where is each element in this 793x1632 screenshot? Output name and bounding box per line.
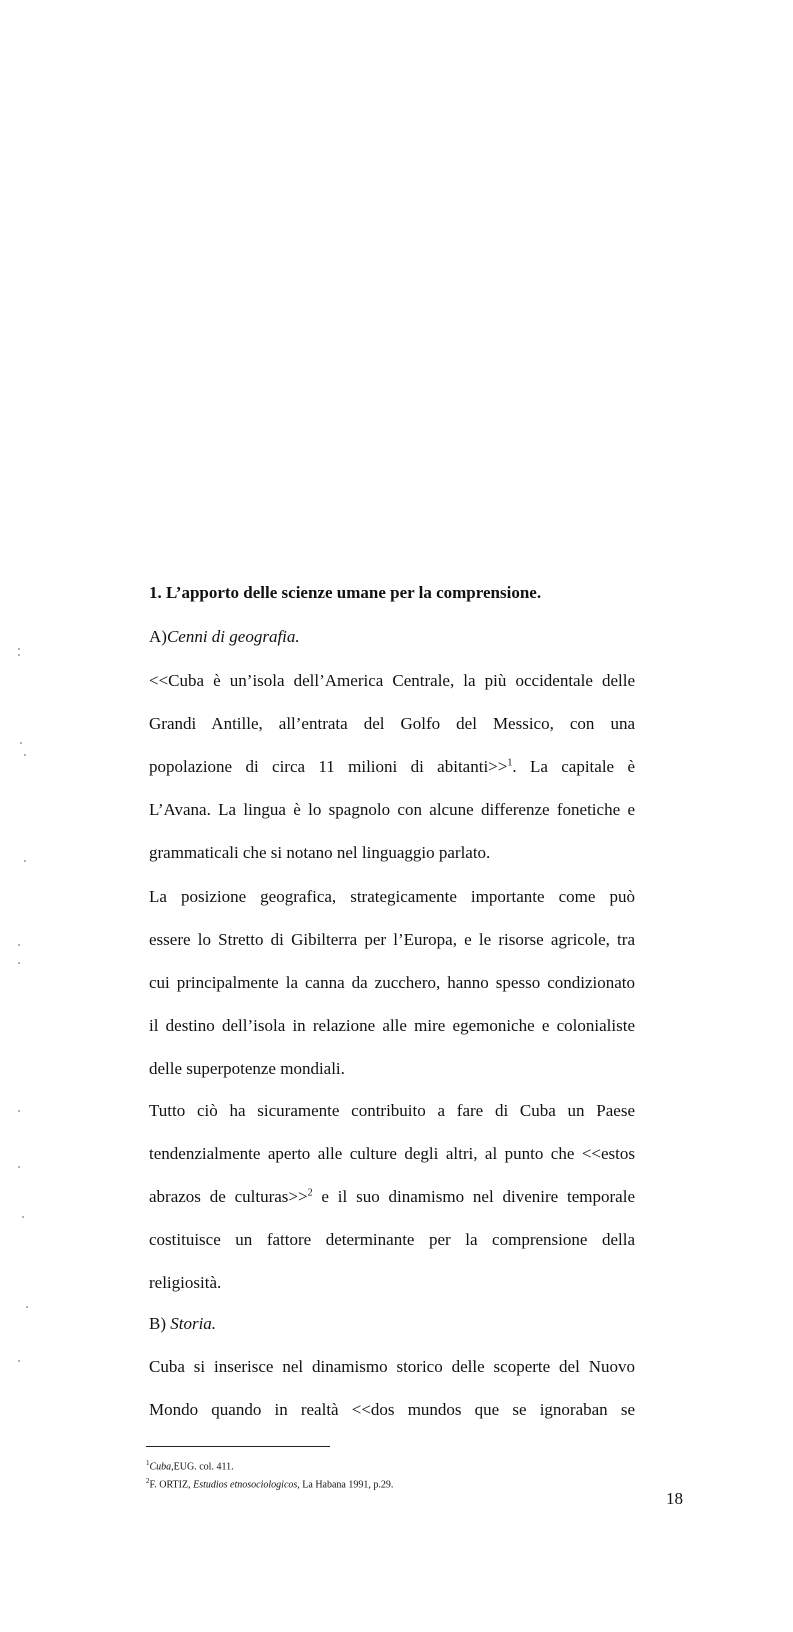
subsection-b-prefix: B) (149, 1314, 171, 1333)
scan-speck (18, 1360, 20, 1362)
scan-speck (18, 1110, 20, 1112)
paragraph-line: La posizione geografica, strategicamente importante come può (149, 887, 635, 906)
paragraph-line: Mondo quando in realtà <<dos mundos que se ignoraban se (149, 1400, 635, 1419)
paragraph-line: il destino dell’isola in relazione alle mire egemoniche e colonialiste (149, 1016, 635, 1035)
scan-speck (24, 860, 26, 862)
paragraph-geography-culture (149, 1089, 635, 1304)
paragraph-line: delle superpotenze mondiali. (149, 1059, 345, 1078)
footnote-author: F. ORTIZ, (149, 1479, 194, 1491)
footnote-italic: Estudios etnosociologicos, (193, 1479, 300, 1491)
footnote-1 (146, 1456, 646, 1474)
footnote-ref-1: 1 (507, 757, 513, 769)
paragraph-line: essere lo Stretto di Gibilterra per l’Europa, e le risorse agricole, tra (149, 930, 635, 949)
scan-speck (18, 654, 20, 656)
scan-speck (18, 648, 20, 650)
paragraph-line: Cuba si inserisce nel dinamismo storico delle scoperte del Nuovo (149, 1357, 635, 1376)
scan-speck (18, 962, 20, 964)
scan-speck (26, 1306, 28, 1308)
paragraph-line (149, 1175, 635, 1218)
paragraph-line-tail: . La capitale è (512, 757, 635, 776)
footnote-number: 1 (146, 1459, 150, 1467)
paragraph-line: grammaticali che si notano nel linguaggio parlato. (149, 843, 491, 862)
footnote-text: EUG. col. 411. (173, 1461, 234, 1473)
footnotes (146, 1456, 646, 1493)
paragraph-line: tendenzialmente aperto alle culture degli altri, al punto che <<estos (149, 1144, 635, 1163)
paragraph-line-tail: e il suo dinamismo nel divenire temporale (312, 1187, 635, 1206)
footnote-divider (146, 1446, 330, 1447)
section-heading: 1. L’apporto delle scienze umane per la comprensione. (149, 583, 542, 602)
paragraph-line: costituisce un fattore determinante per la comprensione della (149, 1230, 635, 1249)
footnote-text: La Habana 1991, p.29. (299, 1479, 394, 1491)
scan-speck (22, 1216, 24, 1218)
page-number: 18 (666, 1489, 683, 1508)
footnote-number: 2 (146, 1477, 150, 1486)
scan-speck (18, 944, 20, 946)
paragraph-line: Grandi Antille, all’entrata del Golfo del Messico, con una (149, 714, 635, 733)
paragraph-line (149, 745, 635, 788)
footnote-italic: Cuba, (149, 1461, 174, 1473)
paragraph-line: religiosità. (149, 1273, 222, 1292)
paragraph-history (149, 1345, 635, 1431)
footnote-2 (146, 1474, 646, 1492)
scan-speck (20, 742, 22, 744)
scan-speck (18, 1166, 20, 1168)
paragraph-line: <<Cuba è un’isola dell’America Centrale, la più occidentale delle (149, 671, 635, 690)
paragraph-geography-position (149, 875, 635, 1090)
paragraph-geography-intro (149, 659, 635, 874)
paragraph-line: L’Avana. La lingua è lo spagnolo con alcune differenze fonetiche e (149, 800, 635, 819)
footnote-ref-2: 2 (307, 1187, 313, 1199)
subsection-a-heading (149, 627, 300, 647)
subsection-a-prefix: A) (149, 627, 167, 646)
subsection-b-title: Storia. (170, 1314, 217, 1333)
paragraph-line-text: abrazos de culturas>> (149, 1187, 308, 1206)
subsection-b-heading (149, 1314, 216, 1334)
scan-speck (24, 754, 26, 756)
paragraph-line-text: popolazione di circa 11 milioni di abitanti>> (149, 757, 508, 776)
paragraph-line: Tutto ciò ha sicuramente contribuito a fare di Cuba un Paese (149, 1101, 635, 1120)
paragraph-line: cui principalmente la canna da zucchero, hanno spesso condizionato (149, 973, 635, 992)
subsection-a-title: Cenni di geografia. (166, 627, 300, 646)
